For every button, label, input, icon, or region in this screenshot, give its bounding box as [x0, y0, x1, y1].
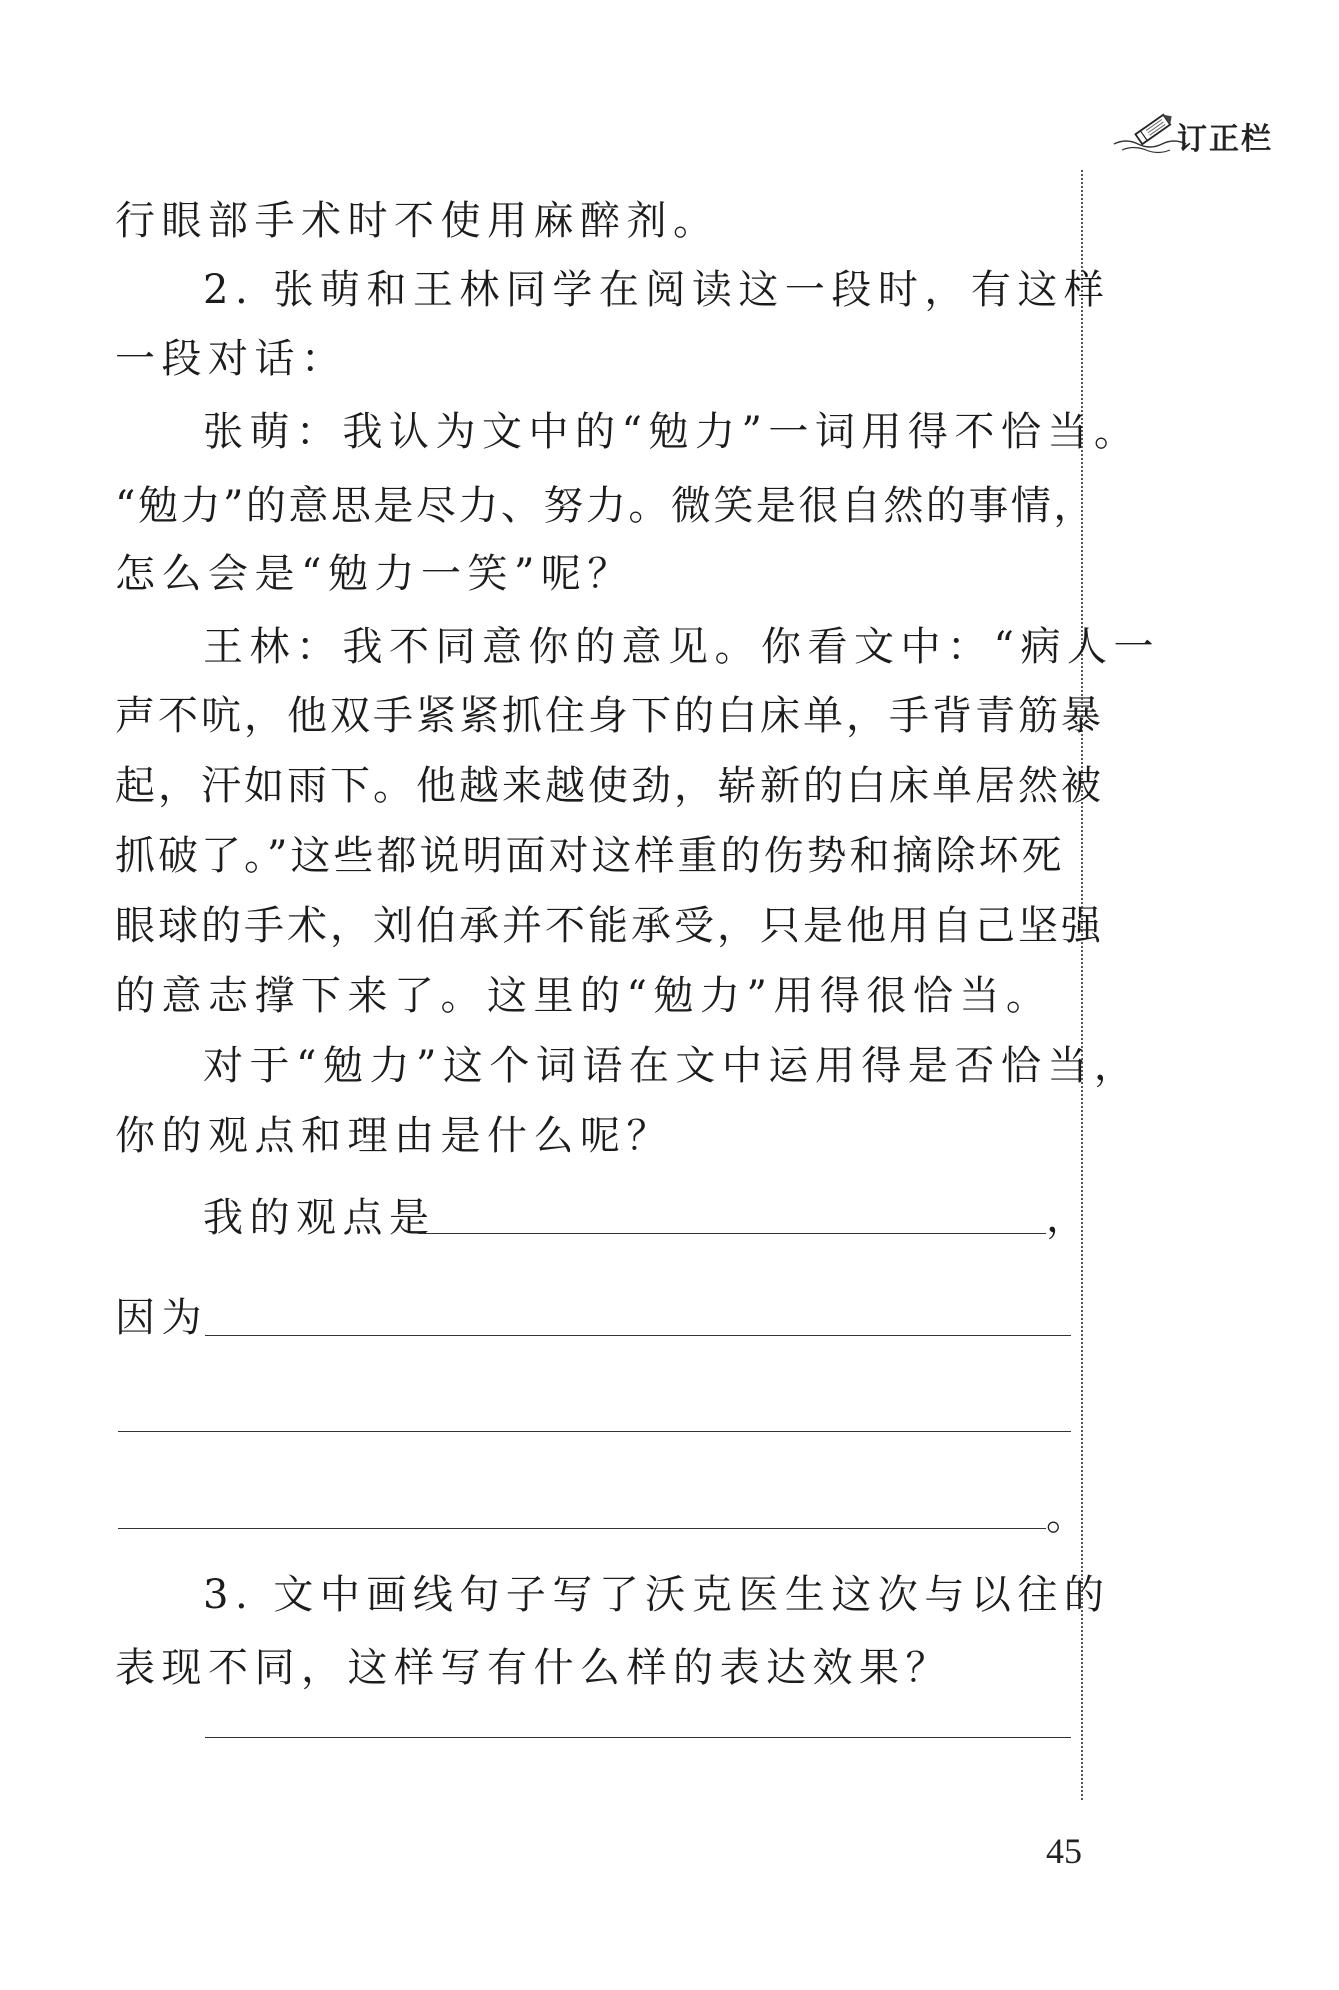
question-3-line: 3. 文中画线句子写了沃克医生这次与以往的	[203, 1572, 1111, 1618]
text-line: 眼球的手术，刘伯承并不能承受，只是他用自己坚强	[115, 903, 1104, 949]
correction-column-title: 订正栏	[1177, 122, 1273, 157]
text-line: 一段对话：	[115, 336, 348, 382]
opinion-answer-blank[interactable]	[418, 1233, 1046, 1234]
text-line: “勉力”的意思是尽力、努力。微笑是很自然的事情，	[115, 483, 1096, 529]
text-line: 的意志撑下来了。这里的“勉力”用得很恰当。	[115, 973, 1053, 1019]
text-line: 行眼部手术时不使用麻醉剂。	[115, 198, 720, 244]
text-line: 抓破了。”这些都说明面对这样重的伤势和摘除坏死	[115, 833, 1065, 879]
text-line: 声不吭，他双手紧紧抓住身下的白床单，手背青筋暴	[115, 693, 1104, 739]
reason-answer-blank[interactable]	[118, 1431, 1071, 1432]
prompt-line: 对于“勉力”这个词语在文中运用得是否恰当，	[203, 1043, 1141, 1089]
reason-answer-blank[interactable]	[205, 1335, 1071, 1336]
opinion-comma: ，	[1046, 1195, 1093, 1241]
correction-column-header	[1112, 108, 1322, 168]
question-2-line: 2. 张萌和王林同学在阅读这一段时，有这样	[203, 267, 1111, 313]
dialogue-wanglin-line: 王林：我不同意你的意见。你看文中：“病人一	[203, 624, 1160, 670]
question-3-answer-blank[interactable]	[205, 1737, 1071, 1738]
page-number: 45	[1046, 1831, 1082, 1871]
answer-period: 。	[1046, 1493, 1093, 1539]
text-line: 怎么会是“勉力一笑”呢？	[115, 551, 634, 597]
question-3-line: 表现不同，这样写有什么样的表达效果？	[115, 1645, 952, 1691]
dialogue-zhangmeng-line: 张萌：我认为文中的“勉力”一词用得不恰当。	[203, 409, 1141, 455]
prompt-line: 你的观点和理由是什么呢？	[115, 1113, 673, 1159]
opinion-label: 我的观点是	[203, 1195, 436, 1241]
reason-answer-blank[interactable]	[118, 1528, 1046, 1529]
text-line: 起，汗如雨下。他越来越使劲，崭新的白床单居然被	[115, 763, 1104, 809]
because-label: 因为	[115, 1295, 208, 1341]
